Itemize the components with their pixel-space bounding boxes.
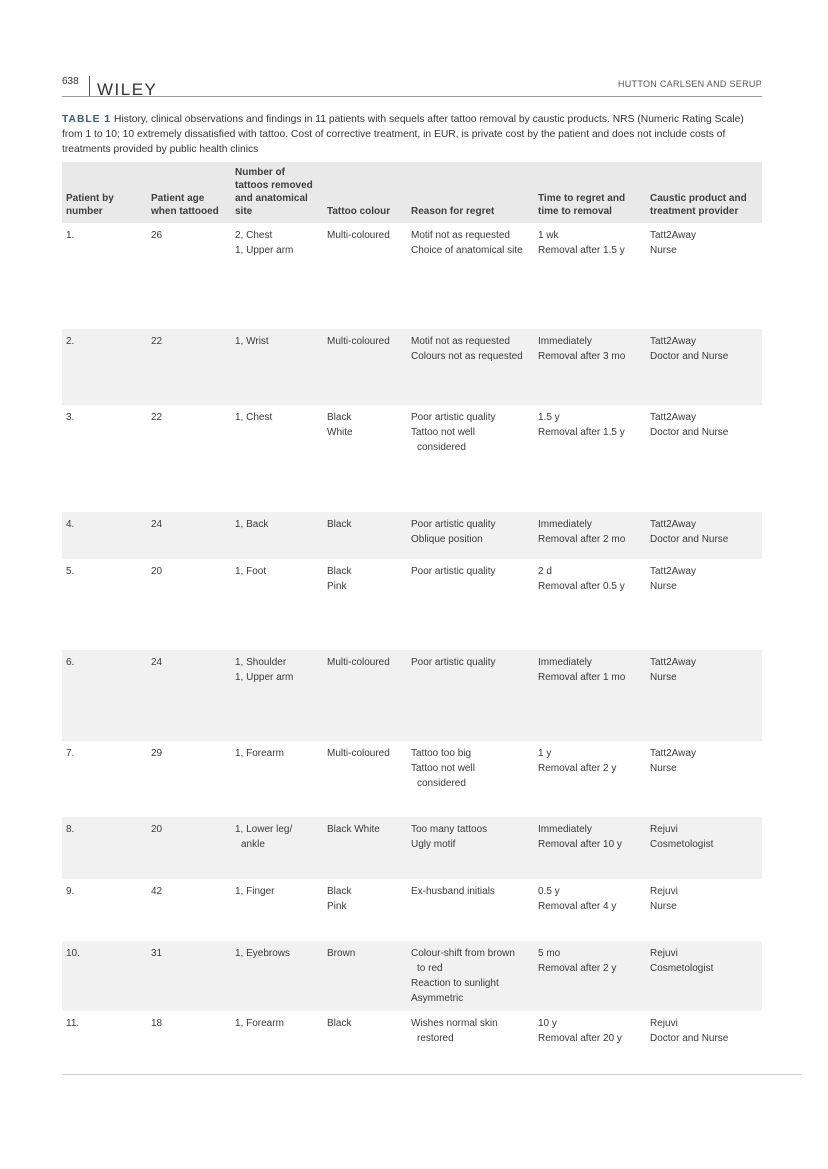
cell-provider: [646, 329, 762, 405]
cell-line: Tattoo not well: [411, 427, 475, 438]
cell-text: 42: [151, 886, 163, 897]
table-row: [62, 817, 762, 879]
cell-line: Tatt2Away: [650, 566, 696, 577]
cell-colour: [323, 512, 407, 559]
patient-table: [62, 162, 762, 1051]
cell-line: 1, Lower leg/: [235, 824, 293, 835]
cell-time: [534, 650, 646, 741]
cell-text: 18: [151, 1018, 163, 1029]
cell-site: [231, 941, 323, 1011]
cell-line: 1 wk: [538, 230, 559, 241]
cell-line: 1.5 y: [538, 412, 560, 423]
cell-age: [147, 650, 231, 741]
cell-colour: [323, 879, 407, 941]
cell-line: restored: [417, 1033, 454, 1044]
cell-site: [231, 405, 323, 512]
cell-site: [231, 650, 323, 741]
cell-line: Black: [327, 412, 352, 423]
cell-number: [62, 817, 147, 879]
cell-line: Ugly motif: [411, 839, 456, 850]
column-header-line: Reason for regret: [411, 206, 495, 217]
table-row: [62, 512, 762, 559]
column-header-line: number: [66, 206, 103, 217]
cell-line: Black White: [327, 824, 380, 835]
cell-provider: [646, 941, 762, 1011]
cell-line: Rejuvi: [650, 886, 678, 897]
cell-number: [62, 329, 147, 405]
cell-line: Poor artistic quality: [411, 519, 496, 530]
cell-number: [62, 559, 147, 650]
cell-line: Tatt2Away: [650, 412, 696, 423]
cell-line: Tatt2Away: [650, 230, 696, 241]
cell-line: Multi-coloured: [327, 748, 390, 759]
column-header-line: and anatomical: [235, 193, 308, 204]
running-authors: HUTTON CARLSEN AND SERUP: [617, 79, 762, 89]
cell-site: [231, 817, 323, 879]
cell-line: Nurse: [650, 672, 677, 683]
table-row: [62, 405, 762, 512]
cell-line: 1, Back: [235, 519, 269, 530]
cell-line: Black: [327, 886, 352, 897]
cell-line: Removal after 4 y: [538, 901, 617, 912]
cell-line: Choice of anatomical site: [411, 245, 523, 256]
cell-text: 8.: [66, 824, 75, 835]
cell-number: [62, 1011, 147, 1051]
cell-reason: [407, 223, 534, 329]
cell-text: 24: [151, 657, 163, 668]
cell-line: Rejuvi: [650, 948, 678, 959]
cell-line: Colour-shift from brown: [411, 948, 515, 959]
cell-colour: [323, 817, 407, 879]
cell-line: 1, Upper arm: [235, 672, 294, 683]
cell-line: 1, Finger: [235, 886, 275, 897]
column-header: [407, 162, 534, 223]
cell-line: 1, Forearm: [235, 748, 284, 759]
cell-text: 4.: [66, 519, 75, 530]
table-label: TABLE 1: [62, 114, 112, 125]
cell-age: [147, 817, 231, 879]
cell-age: [147, 223, 231, 329]
cell-reason: [407, 559, 534, 650]
cell-line: 1 y: [538, 748, 552, 759]
cell-provider: [646, 1011, 762, 1051]
cell-reason: [407, 650, 534, 741]
cell-line: Tatt2Away: [650, 748, 696, 759]
cell-line: Oblique position: [411, 534, 483, 545]
cell-line: Colours not as requested: [411, 351, 523, 362]
table-row: [62, 741, 762, 817]
caption-text: History, clinical observations and findings in 11 patients with sequels after tattoo removal by caustic products. NRS (Numeric Rating Scale) from 1 to 10; 10 extremely dissatisfied with tattoo. Cost of corrective treatment, in EUR, is private cost by the patient and does not include costs of treatments provided by public health clinics: [62, 114, 744, 155]
cell-provider: [646, 879, 762, 941]
cell-line: Removal after 1.5 y: [538, 427, 625, 438]
cell-text: 29: [151, 748, 163, 759]
cell-line: 1, Upper arm: [235, 245, 294, 256]
cell-site: [231, 512, 323, 559]
cell-line: Removal after 2 mo: [538, 534, 626, 545]
cell-line: Immediately: [538, 336, 592, 347]
cell-colour: [323, 559, 407, 650]
cell-number: [62, 879, 147, 941]
cell-line: Nurse: [650, 581, 677, 592]
cell-colour: [323, 741, 407, 817]
column-header-line: tattoos removed: [235, 180, 313, 191]
cell-number: [62, 223, 147, 329]
cell-provider: [646, 650, 762, 741]
cell-line: Tatt2Away: [650, 519, 696, 530]
cell-colour: [323, 1011, 407, 1051]
cell-line: to red: [417, 963, 443, 974]
cell-colour: [323, 650, 407, 741]
cell-number: [62, 650, 147, 741]
cell-line: 1, Eyebrows: [235, 948, 291, 959]
cell-text: 31: [151, 948, 163, 959]
cell-age: [147, 1011, 231, 1051]
cell-age: [147, 941, 231, 1011]
cell-reason: [407, 879, 534, 941]
page-number: 638: [62, 76, 79, 87]
cell-line: Reaction to sunlight: [411, 978, 499, 989]
running-header: [62, 70, 762, 97]
column-header: [147, 162, 231, 223]
column-header: [323, 162, 407, 223]
cell-text: 1.: [66, 230, 75, 241]
cell-line: Multi-coloured: [327, 657, 390, 668]
cell-line: Poor artistic quality: [411, 657, 496, 668]
cell-site: [231, 879, 323, 941]
table-row: [62, 941, 762, 1011]
cell-number: [62, 512, 147, 559]
cell-line: Nurse: [650, 901, 677, 912]
cell-text: 2.: [66, 336, 75, 347]
table-row: [62, 1011, 762, 1051]
table-row: [62, 559, 762, 650]
cell-colour: [323, 405, 407, 512]
cell-age: [147, 741, 231, 817]
cell-line: 2 d: [538, 566, 552, 577]
cell-line: Black: [327, 519, 352, 530]
cell-text: 9.: [66, 886, 75, 897]
cell-line: Pink: [327, 581, 347, 592]
footer-rule: [62, 1074, 802, 1075]
cell-line: Nurse: [650, 763, 677, 774]
cell-time: [534, 1011, 646, 1051]
cell-text: 5.: [66, 566, 75, 577]
cell-line: Doctor and Nurse: [650, 534, 729, 545]
cell-provider: [646, 741, 762, 817]
cell-age: [147, 559, 231, 650]
cell-line: Black: [327, 1018, 352, 1029]
cell-line: Tatt2Away: [650, 336, 696, 347]
cell-provider: [646, 559, 762, 650]
column-header-line: site: [235, 206, 253, 217]
column-header: [231, 162, 323, 223]
cell-line: Immediately: [538, 519, 592, 530]
table-row: [62, 329, 762, 405]
column-header: [646, 162, 762, 223]
publisher-logo: WILEY: [97, 80, 158, 99]
cell-provider: [646, 817, 762, 879]
cell-time: [534, 512, 646, 559]
cell-line: Rejuvi: [650, 1018, 678, 1029]
cell-reason: [407, 512, 534, 559]
cell-line: Removal after 2 y: [538, 763, 617, 774]
cell-number: [62, 941, 147, 1011]
cell-line: 10 y: [538, 1018, 557, 1029]
cell-line: 1, Forearm: [235, 1018, 284, 1029]
table-row: [62, 650, 762, 741]
cell-line: Wishes normal skin: [411, 1018, 498, 1029]
cell-time: [534, 559, 646, 650]
column-header-line: Caustic product and: [650, 193, 747, 204]
cell-text: 11.: [66, 1018, 80, 1029]
cell-site: [231, 559, 323, 650]
cell-colour: [323, 223, 407, 329]
cell-text: 22: [151, 336, 163, 347]
cell-line: 1, Foot: [235, 566, 267, 577]
cell-line: considered: [417, 442, 466, 453]
cell-line: Poor artistic quality: [411, 412, 496, 423]
cell-line: Cosmetologist: [650, 963, 714, 974]
cell-text: 7.: [66, 748, 75, 759]
cell-time: [534, 817, 646, 879]
cell-site: [231, 741, 323, 817]
cell-number: [62, 741, 147, 817]
cell-text: 6.: [66, 657, 75, 668]
cell-line: Rejuvi: [650, 824, 678, 835]
table-row: [62, 879, 762, 941]
cell-age: [147, 512, 231, 559]
cell-text: 20: [151, 824, 163, 835]
cell-line: Too many tattoos: [411, 824, 488, 835]
cell-colour: [323, 329, 407, 405]
cell-text: 3.: [66, 412, 75, 423]
cell-line: Doctor and Nurse: [650, 1033, 729, 1044]
cell-line: Immediately: [538, 824, 592, 835]
cell-line: Black: [327, 566, 352, 577]
cell-line: Removal after 0.5 y: [538, 581, 625, 592]
cell-line: Immediately: [538, 657, 592, 668]
table-caption: [62, 112, 762, 157]
cell-line: Removal after 10 y: [538, 839, 622, 850]
table-header-row: [62, 162, 762, 223]
cell-line: Motif not as requested: [411, 230, 510, 241]
column-header-line: Patient by: [66, 193, 114, 204]
cell-line: Tattoo not well: [411, 763, 475, 774]
cell-site: [231, 329, 323, 405]
cell-line: Ex-husband initials: [411, 886, 495, 897]
cell-reason: [407, 741, 534, 817]
cell-site: [231, 223, 323, 329]
cell-line: Asymmetric: [411, 993, 464, 1004]
column-header: [62, 162, 147, 223]
cell-line: 1, Chest: [235, 412, 273, 423]
cell-site: [231, 1011, 323, 1051]
cell-provider: [646, 512, 762, 559]
column-header-line: time to removal: [538, 206, 612, 217]
column-header-line: Tattoo colour: [327, 206, 391, 217]
cell-time: [534, 879, 646, 941]
cell-line: 5 mo: [538, 948, 561, 959]
column-header-line: Number of: [235, 167, 285, 178]
cell-line: 2, Chest: [235, 230, 273, 241]
cell-text: 20: [151, 566, 163, 577]
cell-time: [534, 941, 646, 1011]
cell-line: Brown: [327, 948, 356, 959]
cell-reason: [407, 941, 534, 1011]
cell-line: Removal after 2 y: [538, 963, 617, 974]
cell-text: 10.: [66, 948, 80, 959]
cell-age: [147, 879, 231, 941]
header-divider: [89, 76, 90, 96]
cell-provider: [646, 223, 762, 329]
cell-line: 1, Shoulder: [235, 657, 287, 668]
cell-reason: [407, 405, 534, 512]
cell-line: 1, Wrist: [235, 336, 269, 347]
cell-line: Pink: [327, 901, 347, 912]
cell-line: 0.5 y: [538, 886, 560, 897]
column-header-line: treatment provider: [650, 206, 739, 217]
column-header-line: Time to regret and: [538, 193, 626, 204]
cell-text: 26: [151, 230, 163, 241]
cell-reason: [407, 817, 534, 879]
cell-line: Doctor and Nurse: [650, 351, 729, 362]
cell-reason: [407, 329, 534, 405]
cell-number: [62, 405, 147, 512]
cell-line: Removal after 1 mo: [538, 672, 626, 683]
cell-line: Tatt2Away: [650, 657, 696, 668]
column-header-line: Patient age: [151, 193, 205, 204]
cell-colour: [323, 941, 407, 1011]
cell-line: ankle: [241, 839, 265, 850]
cell-time: [534, 741, 646, 817]
cell-line: Removal after 20 y: [538, 1033, 622, 1044]
cell-line: White: [327, 427, 353, 438]
cell-text: 24: [151, 519, 163, 530]
cell-line: Cosmetologist: [650, 839, 714, 850]
cell-line: Doctor and Nurse: [650, 427, 729, 438]
cell-line: Multi-coloured: [327, 336, 390, 347]
column-header-line: when tattooed: [151, 206, 219, 217]
table-body: [62, 223, 762, 1051]
cell-provider: [646, 405, 762, 512]
cell-line: Poor artistic quality: [411, 566, 496, 577]
cell-age: [147, 405, 231, 512]
cell-time: [534, 405, 646, 512]
column-header: [534, 162, 646, 223]
cell-line: Removal after 3 mo: [538, 351, 626, 362]
cell-age: [147, 329, 231, 405]
cell-line: Multi-coloured: [327, 230, 390, 241]
cell-line: Removal after 1.5 y: [538, 245, 625, 256]
cell-time: [534, 223, 646, 329]
table-row: [62, 223, 762, 329]
cell-line: Tattoo too big: [411, 748, 472, 759]
cell-text: 22: [151, 412, 163, 423]
cell-line: Motif not as requested: [411, 336, 510, 347]
cell-line: Nurse: [650, 245, 677, 256]
cell-line: considered: [417, 778, 466, 789]
cell-time: [534, 329, 646, 405]
cell-reason: [407, 1011, 534, 1051]
